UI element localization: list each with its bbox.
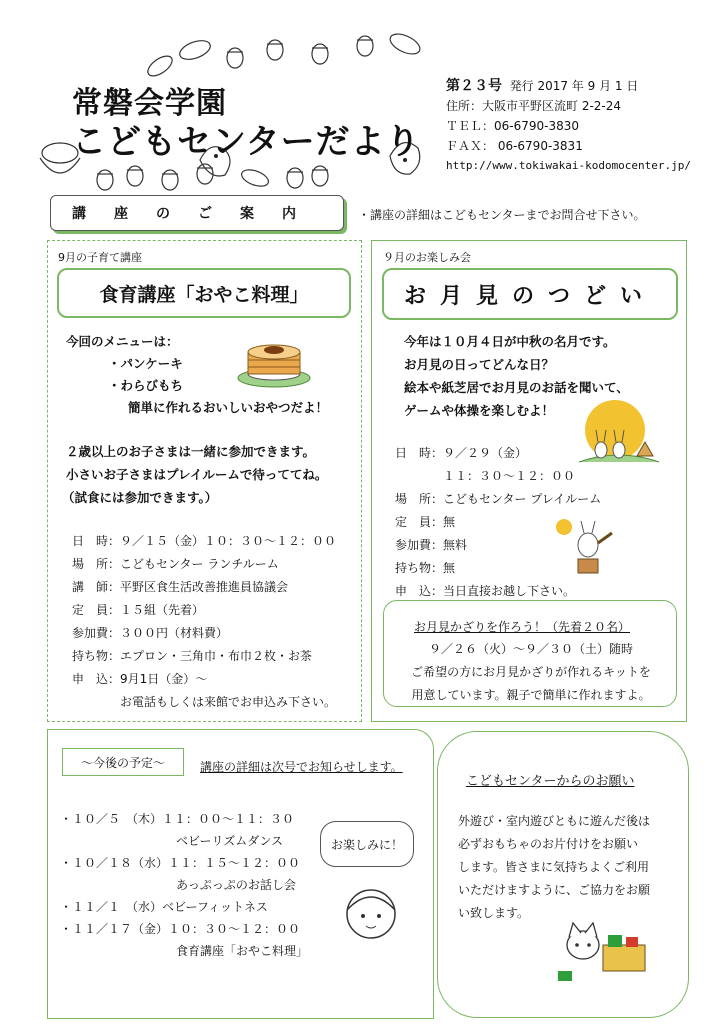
rabbit-mochi-icon xyxy=(548,515,618,580)
address: 住所：大阪市平野区流町 2-2-24 xyxy=(446,99,622,113)
issue-date: 発行 2017 年 9 月 1 日 xyxy=(509,79,639,93)
schedule-note: 講座の詳細は次号でお知らせします。 xyxy=(200,760,403,774)
fax: ＦＡＸ： 06-6790-3831 xyxy=(446,139,583,153)
moon-detail-application: 申 込：当日直接お越し下さい。 xyxy=(395,584,576,598)
moon-intro-2: お月見の日ってどんな日？ xyxy=(404,357,555,372)
detail-application-2: お電話もしくは来館でお申込み下さい。 xyxy=(72,695,337,709)
request-line: いただけますように、ご協力をお願 xyxy=(458,883,651,897)
org-title: 常磐会学園 xyxy=(72,86,227,121)
moon-detail-date: 日 時：９／２９（金） xyxy=(395,446,528,460)
cooking-course-title: 食育講座「おやこ料理」 xyxy=(57,268,351,318)
schedule-item-date: ・１１／１７（金）１０：３０～１２：００ xyxy=(60,922,301,936)
detail-belongings: 持ち物：エプロン・三角巾・布巾２枚・お茶 xyxy=(72,649,313,663)
moon-detail-time: １１：３０～１２：００ xyxy=(395,469,576,483)
parenting-course-label: 9月の子育て講座 xyxy=(58,251,142,264)
request-line: 外遊び・室内遊びともに遊んだ後は xyxy=(458,814,651,828)
website-url[interactable]: http://www.tokiwakai-kodomocenter.jp/ xyxy=(446,159,692,172)
request-line: します。皆さまに気持ちよくご利用 xyxy=(458,860,650,874)
schedule-item-date: ・１１／１ （水）ベビーフィットネス xyxy=(60,900,268,914)
moon-craft-desc-2: 用意しています。親子で簡単に作れますよ。 xyxy=(411,688,651,702)
course-guide-title: 講座のご案内 xyxy=(72,206,324,222)
course-details xyxy=(72,530,336,714)
request-line: 必ずおもちゃのお片付けをお願い xyxy=(458,837,639,851)
moon-intro-1: 今年は１０月４日が中秋の名月です。 xyxy=(404,334,616,349)
schedule-item-name: あっぷっぷのお話し会 xyxy=(176,878,296,892)
detail-instructor: 講 師：平野区食生活改善推進員協議会 xyxy=(72,580,289,594)
cat-toybox-icon xyxy=(548,905,658,985)
moon-viewing-title: お月見のつどい xyxy=(382,268,678,320)
menu-item-warabimochi: ・わらびもち xyxy=(108,378,184,393)
age-note-3: （試食には参加できます。） xyxy=(62,490,218,505)
girl-face-icon xyxy=(336,880,406,950)
schedule-item-date: ・１０／１８（水）１１：１５～１２：００ xyxy=(60,856,301,870)
schedule-item-name: ベビーリズムダンス xyxy=(176,834,284,848)
age-note-1: ２歳以上のお子さまは一緒に参加できます。 xyxy=(66,444,316,459)
moon-craft-period: ９／２６（火）～９／３０（土）随時 xyxy=(428,642,633,656)
detail-fee: 参加費：３００円（材料費） xyxy=(72,626,229,640)
detail-capacity: 定 員：１５組（先着） xyxy=(72,603,205,617)
fun-event-label: ９月のお楽しみ会 xyxy=(383,251,471,264)
age-note-2: 小さいお子さまはプレイルームで待っててね。 xyxy=(66,467,328,482)
schedule-item-name: 食育講座「おやこ料理」 xyxy=(176,944,309,958)
speech-bubble: お楽しみに！ xyxy=(320,821,414,867)
moon-detail-fee: 参加費：無料 xyxy=(395,538,468,552)
newsletter-title: こどもセンターだより xyxy=(72,122,421,162)
tel: ＴＥＬ：06-6790-3830 xyxy=(446,119,580,133)
moon-intro-3: 絵本や紙芝居でお月見のお話を聞いて、 xyxy=(404,380,629,395)
moon-craft-title: お月見かざりを作ろう！（先着２０名） xyxy=(414,620,631,634)
menu-item-pancake: ・パンケーキ xyxy=(108,356,183,371)
request-line: い致します。 xyxy=(458,906,530,920)
issue-info xyxy=(446,76,691,176)
moon-craft-lines xyxy=(400,638,662,707)
course-guide-note: ・講座の詳細はこどもセンターまでお問合せ下さい。 xyxy=(358,208,646,222)
issue-number: 第２３号 xyxy=(446,78,502,94)
detail-application: 申 込：9月1日（金）～ xyxy=(72,672,208,686)
request-title: こどもセンターからのお願い xyxy=(466,774,635,789)
pancake-icon xyxy=(234,330,314,390)
menu-intro: 今回のメニューは： xyxy=(66,334,179,349)
moon-detail-capacity: 定 員：無 xyxy=(395,515,456,529)
menu-note: 簡単に作れるおいしいおやつだよ！ xyxy=(128,400,329,415)
moon-detail-place: 場 所：こどもセンター プレイルーム xyxy=(395,492,602,506)
moon-detail-belongings: 持ち物：無 xyxy=(395,561,456,575)
detail-datetime: 日 時：９／１５（金）１０：３０～１２：００ xyxy=(72,534,337,548)
schedule-list xyxy=(60,808,308,962)
moon-intro-4: ゲームや体操を楽しむよ！ xyxy=(404,403,555,418)
detail-place: 場 所：こどもセンター ランチルーム xyxy=(72,557,279,571)
schedule-item-date: ・１０／５ （木）１１：００～１１：３０ xyxy=(60,812,295,826)
schedule-tag: ～今後の予定～ xyxy=(62,748,184,776)
moon-craft-desc-1: ご希望の方にお月見かざりが作れるキットを xyxy=(411,665,651,679)
